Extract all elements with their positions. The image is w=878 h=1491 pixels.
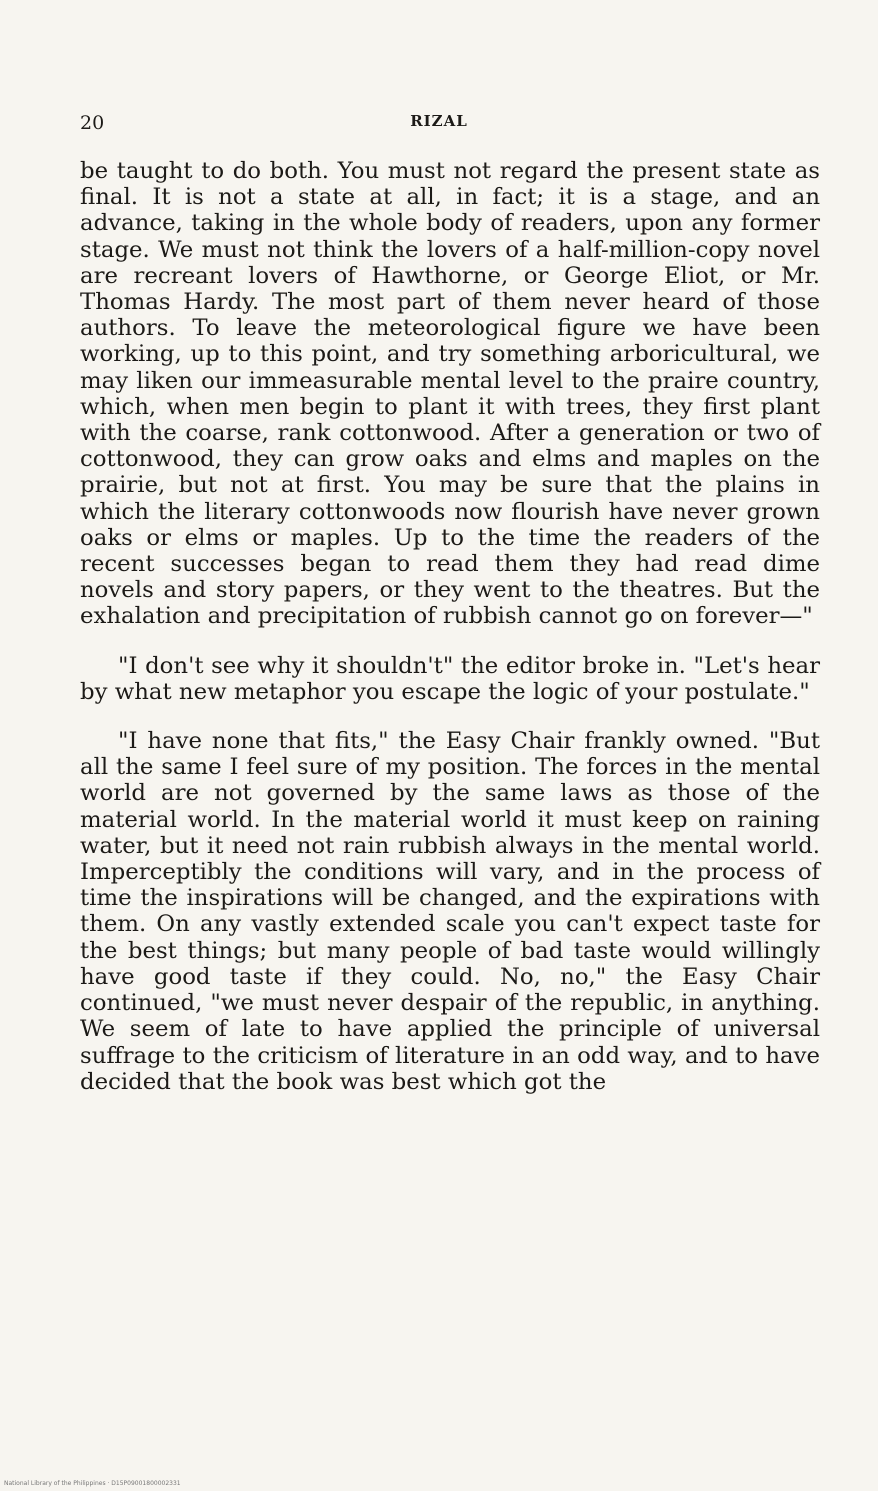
scan-source-line: National Library of the Philippines · D15P09001800002331 [4,1480,181,1487]
body-text [80,158,820,1095]
page-number: 20 [80,112,105,134]
paragraph-1: be taught to do both. You must not regard the present state as final. It is not a state at all, in fact; it is a stage, and an advance, taking in the whole body of readers, upon any former stage. We must not think the lovers of a half-million-copy novel are recreant lovers of Hawthorne, or George Eliot, or Mr. Thomas Hardy. The most part of them never heard of those authors. To leave the meteorological figure we have been working, up to this point, and try something arboricultural, we may liken our immeasurable mental level to the praire country, which, when men begin to plant it with trees, they first plant with the coarse, rank cottonwood. After a generation or two of cottonwood, they can grow oaks and elms and maples on the prairie, but not at first. You may be sure that the plains in which the literary cottonwoods now flourish have never grown oaks or elms or maples. Up to the time the readers of the recent successes began to read them they had read dime novels and story papers, or they went to the theatres. But the exhalation and precipitation of rubbish cannot go on forever—" [80,158,820,630]
page-header [0,112,878,136]
running-title: RIZAL [410,112,468,130]
paragraph-2: "I don't see why it shouldn't" the editor broke in. "Let's hear by what new metaphor you escape the logic of your postulate." [80,652,820,705]
paragraph-3: "I have none that fits," the Easy Chair frankly owned. "But all the same I feel sure of my position. The forces in the mental world are not governed by the same laws as those of the material world. In the material world it must keep on raining water, but it need not rain rubbish always in the mental world. Imperceptibly the conditions will vary, and in the process of time the inspirations will be changed, and the expirations with them. On any vastly extended scale you can't expect taste for the best things; but many people of bad taste would willingly have good taste if they could. No, no," the Easy Chair continued, "we must never despair of the republic, in anything. We seem of late to have applied the principle of universal suffrage to the criticism of literature in an odd way, and to have decided that the book was best which got the [80,728,820,1095]
